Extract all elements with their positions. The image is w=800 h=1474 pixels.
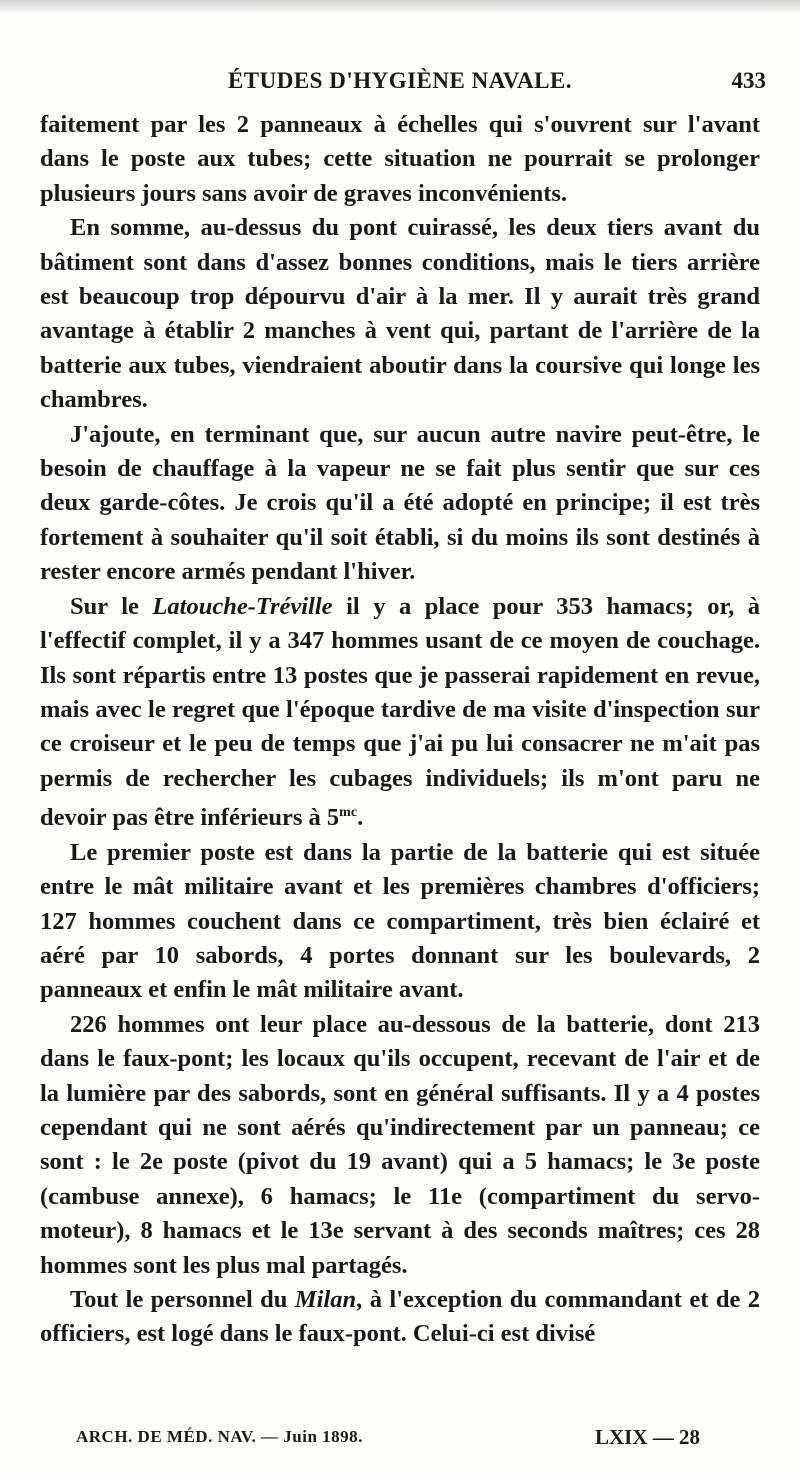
paragraph: Le premier poste est dans la partie de la batterie qui est située entre le mât militaire avant et les premières chambres d'officiers; 127 hommes couchent dans ce compartiment, très bien éclairé et aéré par 10 sabords, 4 portes donnant sur les boulevards, 2 panneaux et enfin le mât militaire avant. <box>40 838 760 1004</box>
paragraph-end: . <box>357 804 364 832</box>
paragraph-text: il y a place pour 353 hamacs; or, à l'effectif complet, il y a 347 hommes usant de ce moyen de couchage. Ils sont répartis entre 13 postes que je passerai rapidement en revue, mais avec le regret que l'époque tardive de ma visite d'inspection sur ce croiseur et le peu de temps que j'ai pu lui consacrer ne m'ait pas permis de rechercher les cubages individuels; ils m'ont paru ne devoir pas être inférieurs à 5 <box>40 592 760 832</box>
page-number: 433 <box>731 68 766 93</box>
paragraph-prefix: Tout le personnel du <box>70 1285 295 1313</box>
unit-superscript: mc <box>339 805 358 821</box>
paragraph: En somme, au-dessus du pont cuirassé, les deux tiers avant du bâtiment sont dans d'assez bonnes conditions, mais le tiers arrière est beaucoup trop dépourvu d'air à la mer. Il y aurait très grand avantage à établir 2 manches à vent qui, partant de l'arrière de la batterie aux tubes, viendraient aboutir dans la coursive qui longe les chambres. <box>40 214 760 414</box>
ship-name: Latouche-Tréville <box>152 592 333 620</box>
paragraph-text: , à l'exception du commandant et de 2 officiers, est logé dans le faux-pont. Celui-ci est divisé <box>40 1285 760 1348</box>
paragraph: 226 hommes ont leur place au-dessous de la batterie, dont 213 dans le faux-pont; les locaux qu'ils occupent, recevant de l'air et de la lumière par des sabords, sont en général suffisants. Il y a 4 postes cependant qui ne sont aérés qu'indirectement par un panneau; ce sont : le 2e poste (pivot du 19 avant) qui a 5 hamacs; le 3e poste (cambuse annexe), 6 hamacs; le 11e (compartiment du servo-moteur), 8 hamacs et le 13e servant à des seconds maîtres; ces 28 hommes sont les plus mal partagés. <box>40 1010 760 1279</box>
footer-signature-mark: LXIX — 28 <box>594 1425 700 1449</box>
body-text <box>40 108 760 1352</box>
paragraph: J'ajoute, en terminant que, sur aucun autre navire peut-être, le besoin de chauffage à la vapeur ne se fait plus sentir que sur ces deux garde-côtes. Je crois qu'il a été adopté en principe; il est très fortement à souhaiter qu'il soit établi, si du moins ils sont destinés à rester encore armés pendant l'hiver. <box>40 420 760 586</box>
paragraph-prefix: Sur le <box>70 592 153 620</box>
paragraph: faitement par les 2 panneaux à échelles qui s'ouvrent sur l'avant dans le poste aux tubes; cette situation ne pourrait se prolonger plusieurs jours sans avoir de graves inconvénients. <box>40 111 760 207</box>
ship-name: Milan <box>294 1285 357 1313</box>
paragraph <box>40 590 760 836</box>
scan-edge-shadow <box>0 0 800 14</box>
paragraph <box>40 1283 760 1352</box>
footer-citation: ARCH. DE MÉD. NAV. — Juin 1898. <box>76 1427 363 1446</box>
page-footer <box>40 1425 760 1453</box>
page-header <box>30 64 770 98</box>
running-title: ÉTUDES D'HYGIÈNE NAVALE. <box>227 68 573 93</box>
